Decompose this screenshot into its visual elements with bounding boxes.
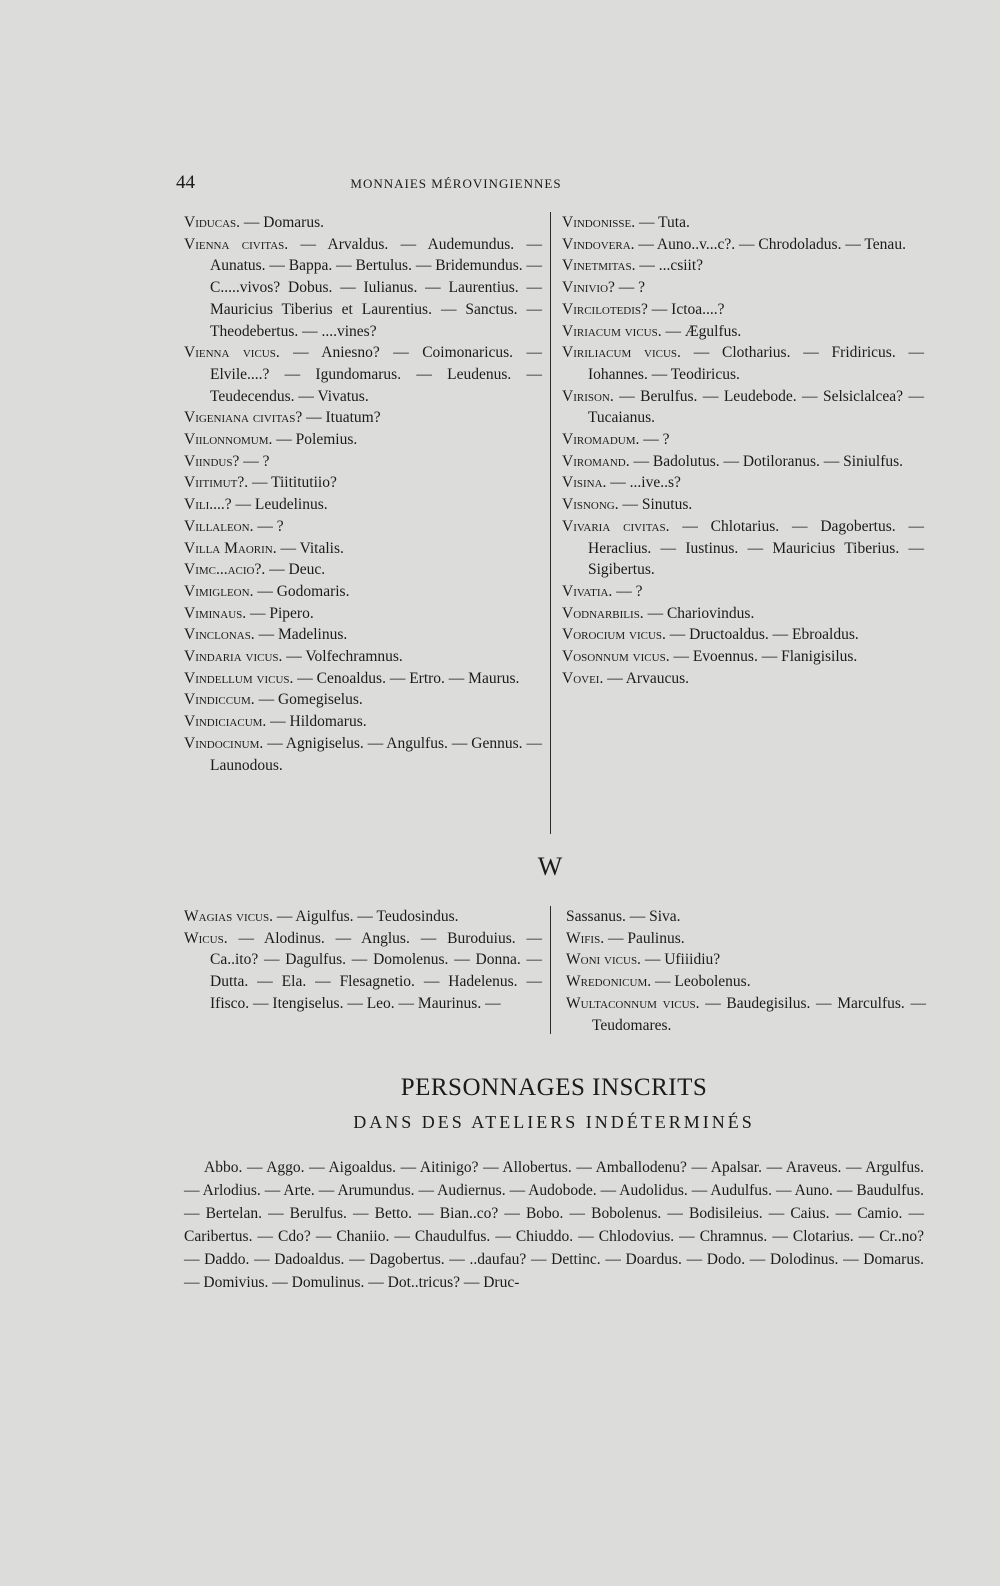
moneyer-names: — Pipero.: [246, 604, 314, 622]
place-name: Vimc...acio?.: [184, 561, 266, 579]
moneyer-names: — ?: [253, 517, 284, 535]
column-divider: [550, 906, 551, 1034]
entry: [566, 949, 926, 971]
moneyer-names: — Aigulfus. — Teudosindus.: [273, 908, 459, 925]
moneyer-names: — Berulfus. — Leudebode. — Selsiclalcea? — Tucaianus.: [588, 387, 924, 427]
moneyer-names: — Auno..v...c?. — Chrodoladus. — Tenau.: [634, 235, 906, 253]
entry: [562, 516, 924, 581]
moneyer-names: — Madelinus.: [254, 626, 348, 644]
moneyer-names: — ?: [239, 452, 270, 470]
entry: [184, 733, 542, 776]
place-name: Wultaconnum vicus.: [566, 994, 700, 1012]
page-header: [176, 172, 936, 196]
entry: [566, 993, 926, 1036]
place-name: Viitimut?.: [184, 474, 249, 492]
entry: [184, 624, 542, 646]
place-name: Vindonisse.: [562, 214, 636, 231]
place-name: Vigeniana civitas?: [184, 409, 303, 427]
moneyer-names: — Aniesno? — Coimonaricus. — Elvile....? — Igundomarus. — Leudenus. — Teudecendus. — Vivatus.: [210, 344, 542, 405]
moneyer-names: — Volfechramnus.: [282, 648, 403, 666]
entry: [184, 711, 542, 733]
moneyer-names: — Tuta.: [635, 214, 690, 231]
place-name: Visina.: [562, 474, 607, 492]
moneyer-names: — Sinutus.: [618, 496, 693, 514]
moneyer-names: — Leudelinus.: [231, 496, 328, 514]
moneyer-names: — Gomegiselus.: [254, 691, 363, 709]
place-name: Viriacum vicus.: [562, 322, 662, 340]
moneyer-names: — Evoennus. — Flanigisilus.: [669, 648, 858, 666]
entry: [562, 603, 924, 625]
place-name: Vinetmitas.: [562, 257, 636, 275]
column-divider: [550, 212, 551, 834]
place-name: Vindellum vicus.: [184, 669, 294, 687]
place-name: Viromadum.: [562, 431, 640, 449]
entries-column-left: [184, 212, 542, 776]
moneyer-names: — Clotharius. — Fridiricus. — Iohannes. — Teodiricus.: [588, 344, 924, 383]
moneyer-names: — Leobolenus.: [651, 973, 751, 991]
place-name: Vienna vicus.: [184, 344, 280, 362]
place-name: Viilonnomum.: [184, 431, 273, 449]
entry: [184, 668, 542, 690]
entry: [184, 451, 542, 473]
entry: [562, 646, 924, 668]
moneyer-names: — Tiititutiio?: [248, 474, 337, 492]
entry: [562, 255, 924, 277]
moneyer-names: — Paulinus.: [604, 929, 685, 947]
moneyer-names: — Alodinus. — Anglus. — Buroduius. — Ca..ito? — Dagulfus. — Domolenus. — Donna. — Dutta. — Ela. — Flesagnetio. — Hadelenus. — Ifisco. — Itengiselus. — Leo. — Maurinus. —: [210, 929, 542, 1012]
page-number: 44: [176, 172, 195, 193]
entry: [562, 429, 924, 451]
running-title: MONNAIES MÉROVINGIENNES: [350, 176, 562, 191]
moneyer-names: — ...ive..s?: [606, 474, 681, 492]
section-title: PERSONNAGES INSCRITS: [400, 1074, 708, 1101]
moneyer-names: — Domarus.: [240, 214, 324, 231]
entry: [566, 928, 926, 950]
moneyer-names: — Agnigiselus. — Angulfus. — Gennus. — Launodous.: [210, 734, 542, 774]
moneyer-names: — Cenoaldus. — Ertro. — Maurus.: [293, 669, 520, 687]
entry: [184, 234, 542, 343]
place-name: Villa Maorin.: [184, 539, 277, 557]
personnages-list: Abbo. — Aggo. — Aigoaldus. — Aitinigo? — Allobertus. — Amballodenu? — Apalsar. — Araveus. — Argulfus. — Arlodius. — Arte. — Arumundus. — Audiernus. — Audobode. — Audolidus. — Audulfus. — Auno. — Baudulfus. — Bertelan. — Berulfus. — Betto. — Bian..co? — Bobo. — Bobolenus. — Bodisileius. — Caius. — Camio. — Caribertus. — Cdo? — Chaniio. — Chaudulfus. — Chiuddo. — Chlodovius. — Chramnus. — Clotarius. — Cr..no? — Daddo. — Dadoaldus. — Dagobertus. — ..daufau? — Dettinc. — Doardus. — Dodo. — Dolodinus. — Domarus. — Domivius. — Domulinus. — Dot..tricus? — Druc-: [184, 1159, 924, 1291]
place-name: Vienna civitas.: [184, 235, 289, 253]
moneyer-names: — Polemius.: [272, 431, 358, 449]
entry: [562, 451, 924, 473]
moneyer-names: — ?: [612, 582, 643, 600]
place-name: Vindiciacum.: [184, 713, 267, 731]
place-name: Wicus.: [184, 929, 228, 947]
place-name: Vosonnum vicus.: [562, 648, 670, 666]
place-name: Visnong.: [562, 496, 619, 514]
place-name: Viindus?: [184, 452, 240, 470]
moneyer-names: Sassanus. — Siva.: [566, 908, 681, 925]
moneyer-names: — Chariovindus.: [643, 604, 755, 622]
moneyer-names: — Ituatum?: [302, 409, 381, 427]
place-name: Vindiccum.: [184, 691, 255, 709]
entry: [562, 234, 924, 256]
place-name: Vinivio?: [562, 279, 615, 297]
place-name: Vodnarbilis.: [562, 604, 644, 622]
place-name: Vircilotedis?: [562, 300, 648, 318]
entry: [562, 494, 924, 516]
place-name: Vili....?: [184, 496, 232, 514]
entry: [562, 321, 924, 343]
place-name: Vindaria vicus.: [184, 648, 283, 666]
entries-column-right: [562, 212, 924, 689]
entry: [562, 342, 924, 385]
entry: [184, 407, 542, 429]
entry: [562, 386, 924, 429]
entry: [184, 928, 542, 1015]
moneyer-names: — Badolutus. — Dotiloranus. — Siniulfus.: [629, 452, 904, 470]
entry: [562, 212, 924, 234]
entry: [562, 581, 924, 603]
entry: [184, 472, 542, 494]
entry: [562, 472, 924, 494]
place-name: Vivatia.: [562, 582, 613, 600]
place-name: Wifis.: [566, 929, 605, 947]
place-name: Virison.: [562, 387, 614, 405]
entry: [184, 538, 542, 560]
entry: [566, 971, 926, 993]
place-name: Vimigleon.: [184, 582, 254, 600]
entry: [184, 516, 542, 538]
place-name: Viminaus.: [184, 604, 247, 622]
moneyer-names: — Baudegisilus. — Marculfus. — Teudomares.: [592, 994, 926, 1034]
moneyer-names: — Vitalis.: [276, 539, 344, 557]
entry: [184, 906, 542, 928]
entry: [562, 668, 924, 690]
moneyer-names: — Deuc.: [265, 561, 326, 579]
entry: [562, 624, 924, 646]
entry: [184, 342, 542, 407]
place-name: Villaleon.: [184, 517, 254, 535]
entry: [184, 646, 542, 668]
place-name: Wredonicum.: [566, 973, 652, 991]
moneyer-names: — Arvaucus.: [603, 669, 690, 687]
place-name: Vindocinum.: [184, 734, 264, 752]
moneyer-names: — Ægulfus.: [661, 322, 742, 340]
place-name: Wagias vicus.: [184, 908, 273, 925]
entry: [184, 603, 542, 625]
place-name: Viducas.: [184, 214, 241, 231]
entry: [184, 581, 542, 603]
moneyer-names: — Chlotarius. — Dagobertus. — Heraclius. — Iustinus. — Mauricius Tiberius. — Sigibertus.: [588, 517, 924, 579]
entry: [184, 212, 542, 234]
entry: [184, 429, 542, 451]
entry: [566, 906, 926, 928]
place-name: Viromand.: [562, 452, 630, 470]
place-name: Woni vicus.: [566, 951, 641, 969]
place-name: Viriliacum vicus.: [562, 344, 681, 362]
entry: [184, 559, 542, 581]
place-name: Vinclonas.: [184, 626, 255, 644]
moneyer-names: — Ufiiidiu?: [640, 951, 721, 969]
moneyer-names: — ?: [639, 431, 670, 449]
moneyer-names: — Dructoaldus. — Ebroaldus.: [665, 626, 859, 644]
w-entries-column-right: [566, 906, 926, 1036]
entry: [562, 277, 924, 299]
place-name: Vivaria civitas.: [562, 517, 670, 535]
place-name: Vorocium vicus.: [562, 626, 666, 644]
w-entries-column-left: [184, 906, 542, 1015]
moneyer-names: — ?: [614, 279, 646, 297]
entry: [184, 689, 542, 711]
moneyer-names: — Hildomarus.: [266, 713, 367, 731]
section-subtitle: DANS DES ATELIERS INDÉTERMINÉS: [353, 1112, 755, 1132]
moneyer-names: — Arvaldus. — Audemundus. — Aunatus. — Bappa. — Bertulus. — Bridemundus. — C.....vivos? Dobus. — Iulianus. — Laurentius. — Mauricius Tiberius et Laurentius. — Sanctus. — Theodebertus. — ....vines?: [210, 235, 542, 340]
moneyer-names: — Ictoa....?: [647, 300, 725, 318]
entry: [184, 494, 542, 516]
place-name: Vovei.: [562, 669, 604, 687]
moneyer-names: — Godomaris.: [253, 582, 350, 600]
section-letter: W: [537, 852, 563, 881]
entry: [562, 299, 924, 321]
moneyer-names: — ...csiit?: [635, 257, 704, 275]
place-name: Vindovera.: [562, 235, 635, 253]
